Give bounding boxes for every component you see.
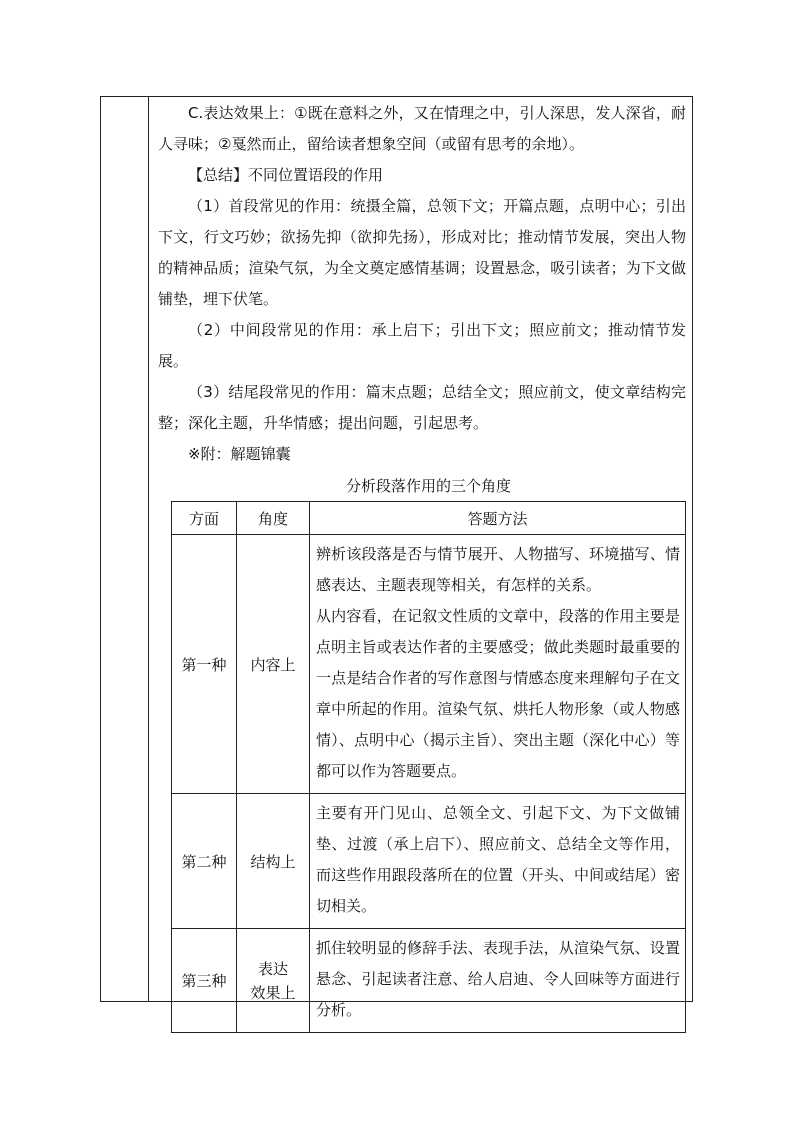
method-text: 辨析该段落是否与情节展开、人物描写、环境描写、情感表达、主题表现等相关，有怎样的关系。: [316, 545, 680, 594]
header-method: 答题方法: [310, 502, 686, 535]
method-text-2: 从内容看，在记叙文性质的文章中，段落的作用主要是点明主旨或表达作者的主要感受；做此类题时最重要的一点是结合作者的写作意图与情感态度来理解句子在文章中所起的作用。渲染气氛、烘托人物形象（或人物感情）、点明中心（揭示主旨）、突出主题（深化中心）等都可以作为答题要点。: [316, 607, 680, 780]
row-side: 第三种: [172, 929, 237, 1033]
row-side: 第一种: [172, 535, 237, 794]
angles-table: [171, 501, 686, 1033]
summary-heading: 【总结】不同位置语段的作用: [188, 166, 384, 184]
row-method: [310, 535, 686, 794]
first-paragraph-role: （1）首段常见的作用：统摄全篇，总领下文；开篇点题，点明中心；引出下文，行文巧妙；欲扬先抑（欲抑先扬），形成对比；推动情节发展，突出人物的精神品质；渲染气氛，为全文奠定感情基调；设置悬念，吸引读者；为下文做铺垫，埋下伏笔。: [158, 197, 686, 308]
appendix-label: ※附：解题锦囊: [188, 445, 291, 463]
content-cell: [158, 98, 686, 470]
table-header-row: [172, 502, 686, 535]
effect-paragraph: C.表达效果上：①既在意料之外，又在情理之中，引人深思，发人深省，耐人寻味；②戛然而止，留给读者想象空间（或留有思考的余地）。: [158, 104, 686, 153]
angle-line-2: 效果上: [250, 983, 296, 1002]
column-divider: [148, 96, 149, 1002]
table-row: [172, 929, 686, 1033]
angle-line-1: 表达: [257, 959, 288, 978]
row-method: 主要有开门见山、总领全文、引起下文、为下文做铺垫、过渡（承上启下）、照应前文、总结全文等作用，而这些作用跟段落所在的位置（开头、中间或结尾）密切相关。: [310, 794, 686, 929]
table-row: [172, 535, 686, 794]
header-angle: 角度: [237, 502, 310, 535]
row-angle: 结构上: [237, 794, 310, 929]
last-paragraph-role: （3）结尾段常见的作用：篇末点题；总结全文；照应前文，使文章结构完整；深化主题，升华情感；提出问题，引起思考。: [158, 383, 686, 432]
header-side: 方面: [172, 502, 237, 535]
row-method: 抓住较明显的修辞手法、表现手法，从渲染气氛、设置悬念、引起读者注意、给人启迪、令人回味等方面进行分析。: [310, 929, 686, 1033]
row-angle: [237, 929, 310, 1033]
row-angle: 内容上: [237, 535, 310, 794]
table-row: [172, 794, 686, 929]
row-side: 第二种: [172, 794, 237, 929]
table-caption: 分析段落作用的三个角度: [345, 477, 511, 495]
middle-paragraph-role: （2）中间段常见的作用：承上启下；引出下文；照应前文；推动情节发展。: [158, 321, 686, 370]
